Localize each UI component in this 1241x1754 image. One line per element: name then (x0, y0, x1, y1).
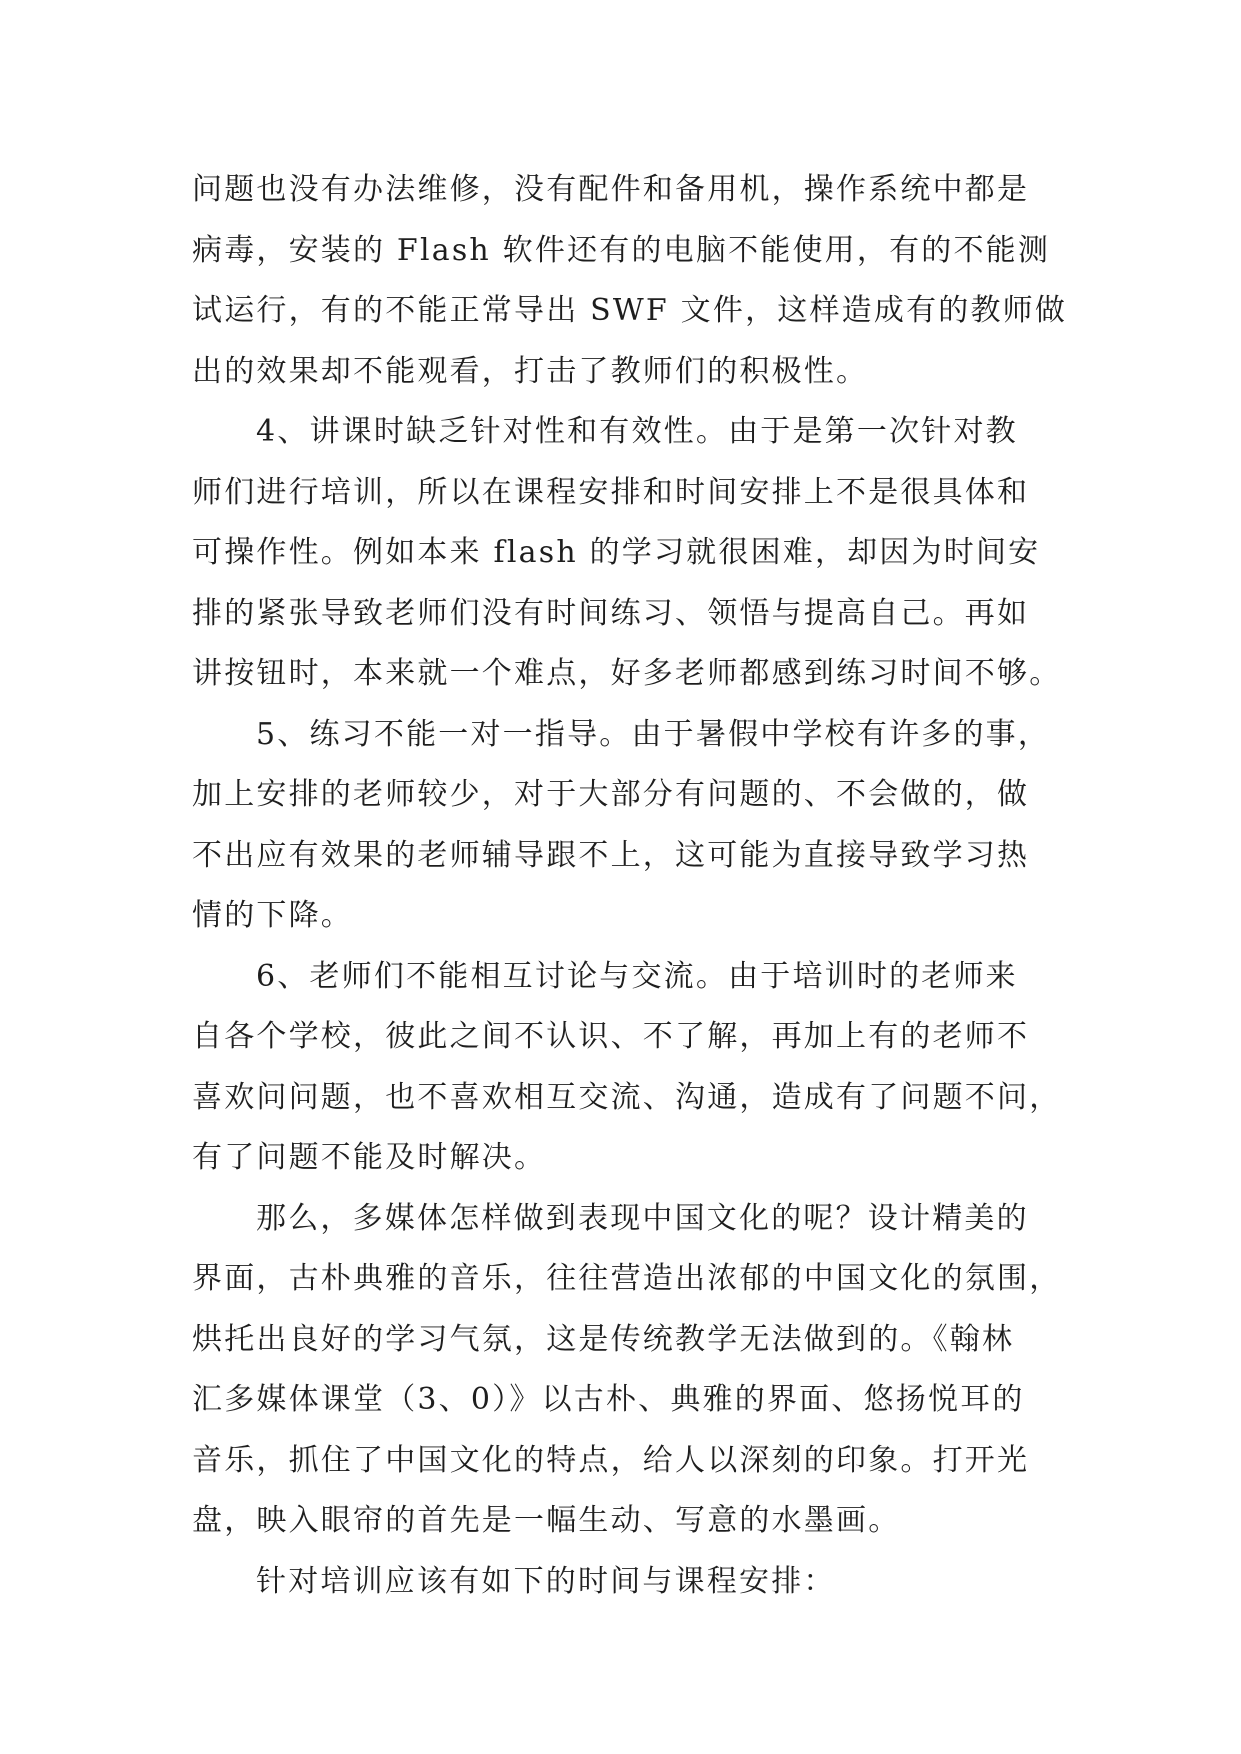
text-line: 喜欢问问题，也不喜欢相互交流、沟通，造成有了问题不问， (192, 1079, 1062, 1115)
paragraph-2 (192, 402, 1062, 705)
text-line: 4、讲课时缺乏针对性和有效性。由于是第一次针对教 (256, 414, 1018, 449)
text-line: 有了问题不能及时解决。 (192, 1140, 547, 1175)
text-line: 试运行，有的不能正常导出 SWF 文件，这样造成有的教师做 (192, 293, 1068, 328)
text-line: 排的紧张导致老师们没有时间练习、领悟与提高自己。再如 (192, 595, 1030, 631)
text-line: 师们进行培训，所以在课程安排和时间安排上不是很具体和 (192, 474, 1030, 510)
text-line: 界面，古朴典雅的音乐，往往营造出浓郁的中国文化的氛围， (192, 1261, 1062, 1296)
text-line: 病毒，安装的 Flash 软件还有的电脑不能使用，有的不能测 (192, 232, 1051, 268)
document-body (192, 160, 1068, 1612)
text-line: 自各个学校，彼此之间不认识、不了解，再加上有的老师不 (192, 1019, 1030, 1054)
text-line: 汇多媒体课堂（3、0）》以古朴、典雅的界面、悠扬悦耳的 (192, 1382, 1025, 1417)
paragraph-5 (192, 1189, 1062, 1552)
text-line: 可操作性。例如本来 flash 的学习就很困难，却因为时间安 (192, 535, 1041, 570)
text-line: 出的效果却不能观看，打击了教师们的积极性。 (192, 353, 869, 389)
text-line: 盘，映入眼帘的首先是一幅生动、写意的水墨画。 (192, 1503, 901, 1538)
paragraph-6 (192, 1552, 1052, 1613)
text-line: 那么，多媒体怎样做到表现中国文化的呢？设计精美的 (256, 1200, 1029, 1236)
text-line: 5、练习不能一对一指导。由于暑假中学校有许多的事， (256, 716, 1051, 752)
text-line: 讲按钮时，本来就一个难点，好多老师都感到练习时间不够。 (192, 656, 1062, 691)
text-line: 不出应有效果的老师辅导跟不上，这可能为直接导致学习热 (192, 837, 1030, 873)
text-line: 加上安排的老师较少，对于大部分有问题的、不会做的，做 (192, 777, 1030, 812)
text-line: 问题也没有办法维修，没有配件和备用机，操作系统中都是 (192, 172, 1030, 207)
paragraph-3 (192, 705, 1052, 947)
text-line: 针对培训应该有如下的时间与课程安排： (256, 1563, 836, 1599)
paragraph-4 (192, 947, 1062, 1189)
text-line: 烘托出良好的学习气氛，这是传统教学无法做到的。《翰林 (192, 1321, 1015, 1357)
text-line: 音乐，抓住了中国文化的特点，给人以深刻的印象。打开光 (192, 1442, 1030, 1478)
text-line: 情的下降。 (192, 898, 353, 933)
paragraph-1 (192, 160, 1068, 402)
text-line: 6、老师们不能相互讨论与交流。由于培训时的老师来 (256, 958, 1018, 994)
